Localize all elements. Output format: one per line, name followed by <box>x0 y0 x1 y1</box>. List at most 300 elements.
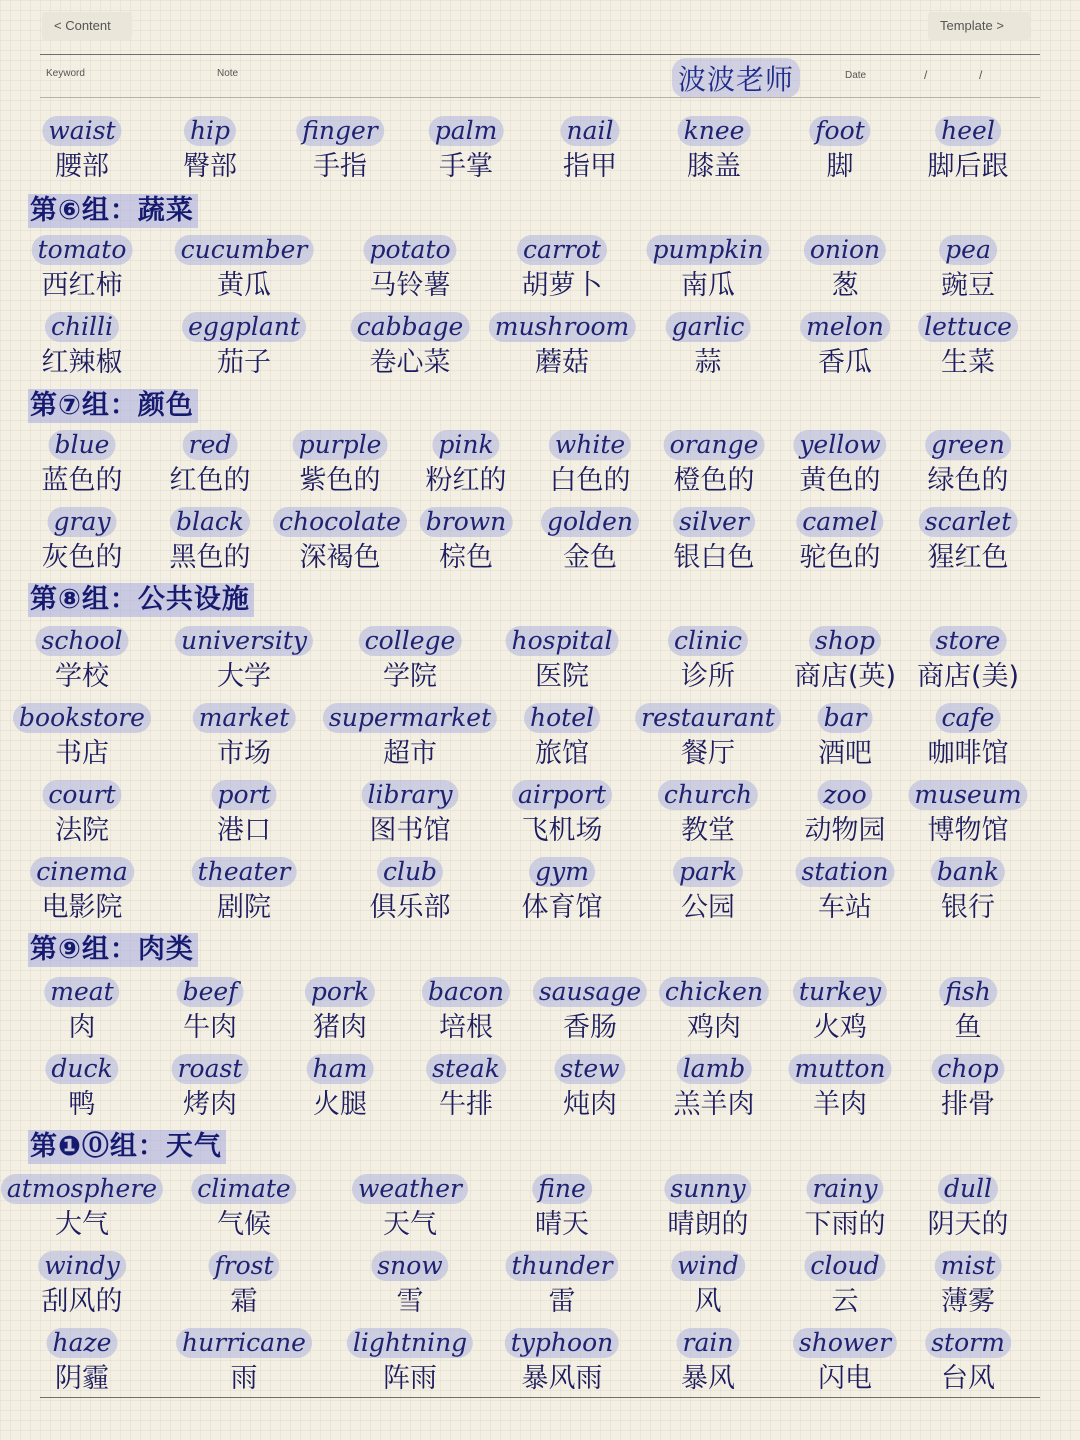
vocab-item <box>649 973 779 1049</box>
vocab-item <box>643 231 773 307</box>
vocab-item <box>497 853 627 929</box>
vocab-item <box>903 426 1033 502</box>
chinese-translation: 港口 <box>217 815 271 846</box>
english-word: white <box>549 430 631 460</box>
english-word: store <box>930 626 1007 656</box>
vocab-item <box>903 231 1033 307</box>
english-word: turkey <box>793 977 887 1007</box>
english-word: zoo <box>817 780 872 810</box>
english-word: steak <box>426 1054 506 1084</box>
english-word: bar <box>818 703 873 733</box>
chinese-translation: 西红柿 <box>41 270 123 301</box>
english-word: knee <box>678 116 751 146</box>
vocab-item <box>525 973 655 1049</box>
vocab-item <box>145 503 275 579</box>
vocab-item <box>275 503 405 579</box>
english-word: rainy <box>806 1174 883 1204</box>
chinese-translation: 市场 <box>217 738 271 769</box>
english-word: finger <box>296 116 384 146</box>
chinese-translation: 动物园 <box>804 815 886 846</box>
group-title: 第⑨组：肉类 <box>28 933 198 967</box>
chinese-translation: 驼色的 <box>799 542 881 573</box>
chinese-translation: 闪电 <box>818 1363 872 1394</box>
english-word: chilli <box>45 312 119 342</box>
vocab-item <box>345 231 475 307</box>
chinese-translation: 猩红色 <box>927 542 1009 573</box>
english-word: foot <box>809 116 870 146</box>
vocab-item <box>643 776 773 852</box>
english-word: lightning <box>347 1328 473 1358</box>
chinese-translation: 鸡肉 <box>687 1012 741 1043</box>
chinese-translation: 深褐色 <box>299 542 381 573</box>
vocab-item <box>780 1324 910 1400</box>
vocab-item <box>649 503 779 579</box>
chinese-translation: 烤肉 <box>183 1089 237 1120</box>
chinese-translation: 车站 <box>818 892 872 923</box>
chinese-translation: 博物馆 <box>927 815 1009 846</box>
vocab-item <box>179 853 309 929</box>
english-word: clinic <box>668 626 748 656</box>
english-word: pork <box>305 977 375 1007</box>
chinese-translation: 火腿 <box>313 1089 367 1120</box>
chinese-translation: 火鸡 <box>813 1012 867 1043</box>
english-word: bacon <box>422 977 510 1007</box>
vocab-item <box>497 1324 627 1400</box>
vocab-item <box>401 112 531 188</box>
chinese-translation: 雨 <box>230 1363 258 1394</box>
vocab-item <box>903 622 1033 698</box>
chinese-translation: 鸭 <box>68 1089 96 1120</box>
footer-rule <box>40 1397 1040 1398</box>
english-word: pink <box>432 430 499 460</box>
date-separator: / <box>924 68 928 82</box>
english-word: fish <box>939 977 997 1007</box>
english-word: frost <box>208 1251 279 1281</box>
vocab-item <box>145 112 275 188</box>
chinese-translation: 牛肉 <box>183 1012 237 1043</box>
chinese-translation: 晴天 <box>535 1209 589 1240</box>
english-word: windy <box>38 1251 126 1281</box>
chinese-translation: 灰色的 <box>41 542 123 573</box>
english-word: red <box>183 430 238 460</box>
vocab-item <box>903 1170 1033 1246</box>
chinese-translation: 金色 <box>563 542 617 573</box>
english-word: university <box>175 626 313 656</box>
chinese-translation: 大气 <box>55 1209 109 1240</box>
header-bottom-rule <box>40 97 1040 98</box>
chinese-translation: 雷 <box>548 1286 576 1317</box>
chinese-translation: 橙色的 <box>673 465 755 496</box>
chinese-translation: 指甲 <box>563 151 617 182</box>
vocab-row <box>0 853 1080 929</box>
chinese-translation: 公园 <box>681 892 735 923</box>
vocab-item <box>401 1050 531 1126</box>
chinese-translation: 下雨的 <box>804 1209 886 1240</box>
chinese-translation: 生菜 <box>941 347 995 378</box>
english-word: club <box>377 857 443 887</box>
english-word: market <box>193 703 296 733</box>
group-title: 第⑧组：公共设施 <box>28 583 254 617</box>
english-word: sausage <box>533 977 647 1007</box>
vocab-item <box>643 308 773 384</box>
chinese-translation: 粉红的 <box>425 465 507 496</box>
chinese-translation: 膝盖 <box>687 151 741 182</box>
vocab-item <box>525 503 655 579</box>
english-word: climate <box>191 1174 296 1204</box>
chinese-translation: 云 <box>831 1286 859 1317</box>
english-word: blue <box>49 430 116 460</box>
chinese-translation: 超市 <box>383 738 437 769</box>
vocab-item <box>17 1050 147 1126</box>
chinese-translation: 红色的 <box>169 465 251 496</box>
vocab-item <box>497 699 627 775</box>
chinese-translation: 餐厅 <box>681 738 735 769</box>
english-word: shower <box>793 1328 897 1358</box>
english-word: eggplant <box>182 312 306 342</box>
vocab-item <box>780 1247 910 1323</box>
chinese-translation: 飞机场 <box>521 815 603 846</box>
english-word: ham <box>307 1054 374 1084</box>
vocab-item <box>17 622 147 698</box>
vocab-item <box>903 973 1033 1049</box>
chinese-translation: 腰部 <box>55 151 109 182</box>
chinese-translation: 脚后跟 <box>927 151 1009 182</box>
english-word: fine <box>532 1174 592 1204</box>
chinese-translation: 马铃薯 <box>369 270 451 301</box>
vocab-item <box>17 503 147 579</box>
back-to-content-button[interactable]: < Content <box>42 12 132 40</box>
english-word: theater <box>192 857 297 887</box>
vocab-item <box>17 426 147 502</box>
vocab-item <box>643 1247 773 1323</box>
chinese-translation: 台风 <box>941 1363 995 1394</box>
english-word: green <box>925 430 1011 460</box>
english-word: pea <box>939 235 997 265</box>
vocab-item <box>345 622 475 698</box>
english-word: hotel <box>524 703 600 733</box>
chinese-translation: 羊肉 <box>813 1089 867 1120</box>
chinese-translation: 阴霾 <box>55 1363 109 1394</box>
vocab-row <box>0 973 1080 1049</box>
vocab-row <box>0 1170 1080 1246</box>
english-word: atmosphere <box>1 1174 163 1204</box>
date-label: Date <box>845 70 867 81</box>
chinese-translation: 脚 <box>826 151 854 182</box>
chinese-translation: 茄子 <box>217 347 271 378</box>
chinese-translation: 阵雨 <box>383 1363 437 1394</box>
english-word: court <box>42 780 121 810</box>
chinese-translation: 南瓜 <box>681 270 735 301</box>
english-word: lettuce <box>918 312 1018 342</box>
vocab-item <box>275 112 405 188</box>
english-word: rain <box>677 1328 740 1358</box>
english-word: cucumber <box>175 235 314 265</box>
chinese-translation: 商店(美) <box>916 661 1020 692</box>
vocab-item <box>497 231 627 307</box>
chinese-translation: 薄雾 <box>941 1286 995 1317</box>
english-word: waist <box>42 116 121 146</box>
vocab-item <box>179 1247 309 1323</box>
vocab-item <box>775 1050 905 1126</box>
english-word: pumpkin <box>646 235 769 265</box>
vocab-item <box>643 1170 773 1246</box>
vocab-item <box>775 426 905 502</box>
english-word: mushroom <box>489 312 636 342</box>
english-word: gray <box>48 507 117 537</box>
template-button[interactable]: Template > <box>928 12 1030 40</box>
chinese-translation: 旅馆 <box>535 738 589 769</box>
chinese-translation: 蘑菇 <box>535 347 589 378</box>
vocab-row <box>0 231 1080 307</box>
vocab-item <box>903 699 1033 775</box>
vocab-item <box>179 231 309 307</box>
chinese-translation: 学院 <box>383 661 437 692</box>
vocab-item <box>179 776 309 852</box>
vocab-row <box>0 1050 1080 1126</box>
vocab-item <box>780 308 910 384</box>
vocab-item <box>497 1170 627 1246</box>
english-word: black <box>170 507 250 537</box>
english-word: garlic <box>666 312 751 342</box>
vocab-item <box>903 853 1033 929</box>
vocab-item <box>525 1050 655 1126</box>
vocab-item <box>17 231 147 307</box>
english-word: typhoon <box>505 1328 619 1358</box>
english-word: gym <box>529 857 595 887</box>
chinese-translation: 剧院 <box>217 892 271 923</box>
vocab-row <box>0 426 1080 502</box>
chinese-translation: 体育馆 <box>521 892 603 923</box>
english-word: yellow <box>793 430 886 460</box>
english-word: palm <box>429 116 504 146</box>
english-word: snow <box>371 1251 448 1281</box>
english-word: wind <box>671 1251 745 1281</box>
chinese-translation: 电影院 <box>41 892 123 923</box>
english-word: mist <box>935 1251 1002 1281</box>
vocab-item <box>643 1324 773 1400</box>
vocab-item <box>17 112 147 188</box>
vocab-item <box>903 1247 1033 1323</box>
vocab-row <box>0 308 1080 384</box>
vocab-item <box>17 308 147 384</box>
chinese-translation: 图书馆 <box>369 815 451 846</box>
chinese-translation: 阴天的 <box>927 1209 1009 1240</box>
english-word: cafe <box>936 703 1001 733</box>
chinese-translation: 教堂 <box>681 815 735 846</box>
chinese-translation: 酒吧 <box>818 738 872 769</box>
vocab-item <box>345 1170 475 1246</box>
chinese-translation: 白色的 <box>549 465 631 496</box>
vocab-item <box>345 853 475 929</box>
vocab-item <box>525 426 655 502</box>
chinese-translation: 暴风雨 <box>521 1363 603 1394</box>
english-word: silver <box>673 507 755 537</box>
vocab-row <box>0 776 1080 852</box>
chinese-translation: 紫色的 <box>299 465 381 496</box>
vocab-item <box>6 1170 158 1246</box>
vocab-item <box>275 426 405 502</box>
vocab-item <box>649 1050 779 1126</box>
chinese-translation: 黑色的 <box>169 542 251 573</box>
vocab-item <box>903 1324 1033 1400</box>
chinese-translation: 霜 <box>230 1286 258 1317</box>
english-word: restaurant <box>635 703 781 733</box>
chinese-translation: 棕色 <box>439 542 493 573</box>
chinese-translation: 手掌 <box>439 151 493 182</box>
english-word: melon <box>800 312 890 342</box>
vocab-item <box>179 1324 309 1400</box>
vocab-item <box>643 622 773 698</box>
english-word: stew <box>554 1054 625 1084</box>
chinese-translation: 排骨 <box>941 1089 995 1120</box>
english-word: roast <box>172 1054 249 1084</box>
english-word: camel <box>796 507 883 537</box>
chinese-translation: 蒜 <box>694 347 722 378</box>
vocab-item <box>345 1247 475 1323</box>
chinese-translation: 刮风的 <box>41 1286 123 1317</box>
vocab-item <box>17 853 147 929</box>
english-word: cinema <box>30 857 134 887</box>
chinese-translation: 红辣椒 <box>41 347 123 378</box>
vocab-item <box>903 503 1033 579</box>
vocab-row <box>0 503 1080 579</box>
vocab-item <box>145 426 275 502</box>
chinese-translation: 葱 <box>831 270 859 301</box>
english-word: chop <box>931 1054 1004 1084</box>
chinese-translation: 蓝色的 <box>41 465 123 496</box>
english-word: chocolate <box>273 507 407 537</box>
vocab-item <box>775 112 905 188</box>
english-word: weather <box>352 1174 468 1204</box>
english-word: lamb <box>677 1054 752 1084</box>
english-word: potato <box>363 235 456 265</box>
vocab-item <box>401 973 531 1049</box>
chinese-translation: 黄瓜 <box>217 270 271 301</box>
vocab-item <box>345 1324 475 1400</box>
vocab-item <box>775 503 905 579</box>
english-word: duck <box>45 1054 118 1084</box>
keyword-label: Keyword <box>46 68 85 79</box>
vocab-item <box>17 973 147 1049</box>
vocab-item <box>780 699 910 775</box>
chinese-translation: 培根 <box>439 1012 493 1043</box>
english-word: cloud <box>804 1251 885 1281</box>
chinese-translation: 书店 <box>55 738 109 769</box>
header-top-rule <box>40 54 1040 55</box>
english-word: brown <box>420 507 513 537</box>
vocab-item <box>401 426 531 502</box>
chinese-translation: 牛排 <box>439 1089 493 1120</box>
vocab-item <box>903 112 1033 188</box>
chinese-translation: 黄色的 <box>799 465 881 496</box>
english-word: hurricane <box>176 1328 312 1358</box>
vocab-item <box>497 622 627 698</box>
english-word: thunder <box>505 1251 618 1281</box>
vocab-item <box>145 973 275 1049</box>
english-word: scarlet <box>919 507 1018 537</box>
chinese-translation: 法院 <box>55 815 109 846</box>
english-word: orange <box>664 430 765 460</box>
chinese-translation: 诊所 <box>681 661 735 692</box>
vocab-row <box>0 1324 1080 1400</box>
vocab-item <box>643 853 773 929</box>
vocab-item <box>649 426 779 502</box>
vocab-row <box>0 1247 1080 1323</box>
date-separator: / <box>979 68 983 82</box>
english-word: beef <box>177 977 244 1007</box>
chinese-translation: 风 <box>694 1286 722 1317</box>
english-word: storm <box>925 1328 1011 1358</box>
english-word: park <box>673 857 743 887</box>
chinese-translation: 医院 <box>535 661 589 692</box>
english-word: airport <box>512 780 612 810</box>
chinese-translation: 胡萝卜 <box>521 270 603 301</box>
vocab-item <box>179 699 309 775</box>
vocab-item <box>179 308 309 384</box>
english-word: mutton <box>788 1054 891 1084</box>
english-word: supermarket <box>323 703 497 733</box>
english-word: shop <box>809 626 881 656</box>
english-word: onion <box>804 235 886 265</box>
english-word: meat <box>44 977 119 1007</box>
english-word: hip <box>184 116 236 146</box>
vocab-item <box>780 1170 910 1246</box>
vocab-item <box>497 1247 627 1323</box>
vocab-item <box>17 1324 147 1400</box>
chinese-translation: 俱乐部 <box>369 892 451 923</box>
english-word: haze <box>47 1328 118 1358</box>
english-word: library <box>362 780 459 810</box>
chinese-translation: 咖啡馆 <box>927 738 1009 769</box>
vocab-item <box>525 112 655 188</box>
chinese-translation: 豌豆 <box>941 270 995 301</box>
chinese-translation: 香瓜 <box>818 347 872 378</box>
chinese-translation: 大学 <box>217 661 271 692</box>
chinese-translation: 银白色 <box>673 542 755 573</box>
english-word: bank <box>931 857 1005 887</box>
vocab-item <box>903 308 1033 384</box>
vocab-item <box>401 503 531 579</box>
vocab-item <box>275 1050 405 1126</box>
chinese-translation: 银行 <box>941 892 995 923</box>
vocab-item <box>780 853 910 929</box>
group-title: 第❶⓪组：天气 <box>28 1130 226 1164</box>
chinese-translation: 臀部 <box>183 151 237 182</box>
chinese-translation: 手指 <box>313 151 367 182</box>
english-word: heel <box>935 116 1001 146</box>
vocab-item <box>903 1050 1033 1126</box>
english-word: church <box>658 780 758 810</box>
vocab-item <box>145 1050 275 1126</box>
english-word: museum <box>908 780 1027 810</box>
english-word: golden <box>541 507 639 537</box>
english-word: college <box>359 626 462 656</box>
chinese-translation: 炖肉 <box>563 1089 617 1120</box>
english-word: station <box>796 857 895 887</box>
vocab-item <box>179 1170 309 1246</box>
english-word: hospital <box>506 626 619 656</box>
english-word: dull <box>938 1174 998 1204</box>
chinese-translation: 香肠 <box>563 1012 617 1043</box>
chinese-translation: 雪 <box>396 1286 424 1317</box>
vocab-item <box>494 308 630 384</box>
chinese-translation: 气候 <box>217 1209 271 1240</box>
vocab-item <box>649 112 779 188</box>
english-word: port <box>211 780 276 810</box>
vocab-item <box>497 776 627 852</box>
vocab-item <box>17 699 147 775</box>
vocab-item <box>780 776 910 852</box>
